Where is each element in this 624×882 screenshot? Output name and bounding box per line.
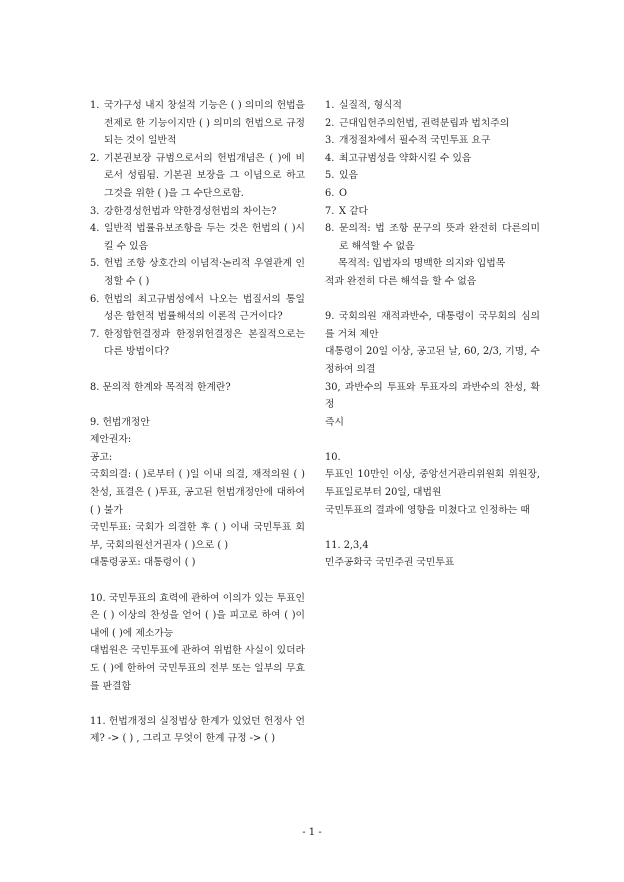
- answer-10: 10.: [325, 451, 341, 463]
- spacer: [325, 519, 540, 537]
- page-number: - 1 -: [302, 827, 322, 838]
- question-text: 헌법 조항 상호간의 이념적·논리적 우열관계 인정할 수 ( ): [104, 258, 305, 287]
- question-number: 6.: [90, 293, 100, 305]
- question-9-line: 대통령공포: 대통령이 ( ): [90, 557, 196, 569]
- question-10-line: 대법원은 국민투표에 관하여 위법한 사실이 있더라도 ( )에 한하여 국민투표의 전부 또는 일부의 무효를 판결함: [90, 645, 305, 692]
- question-1: [90, 97, 305, 150]
- question-2: [90, 150, 305, 203]
- spacer: [90, 572, 305, 590]
- answer-text: X 같다: [339, 205, 369, 217]
- answer-11: 11. 2,3,4: [325, 539, 369, 551]
- question-number: 3.: [90, 205, 100, 217]
- spacer: [90, 361, 305, 379]
- question-11: 11. 헌법개정의 실정법상 한계가 있었던 헌정사 언제? -> ( ) , 그리고 무엇이 한계 규정 -> ( ): [90, 715, 305, 745]
- question-5: [90, 255, 305, 290]
- answer-9: 9. 국회의원 재적과반수, 대통령이 국무회의 심의를 거쳐 제안: [325, 311, 540, 340]
- answer-text: O: [339, 187, 348, 199]
- question-text: 헌법의 최고규범성에서 나오는 법질서의 통일성은 합헌적 법률해석의 이론적 근거이다?: [104, 293, 305, 323]
- question-text: 일반적 법률유보조항을 두는 것은 헌법의 ( )시킬 수 있음: [104, 223, 305, 252]
- spacer: [325, 431, 540, 449]
- answer-11-line: 민주공화국 국민주권 국민투표: [325, 557, 455, 569]
- spacer: [90, 396, 305, 414]
- question-text: 한정합헌결정과 한정위헌결정은 본질적으로는 다른 방법이다?: [104, 328, 305, 358]
- answer-2: [325, 115, 540, 133]
- answer-text: 문의적: 법 조항 문구의 뜻과 완전히 다른의미로 해석할 수 없음: [339, 223, 540, 252]
- question-10: 10. 국민투표의 효력에 관하여 이의가 있는 투표인은 ( ) 이상의 찬성을 얻어 ( )을 피고로 하여 ( )이내에 ( )에 제소가능: [90, 592, 305, 639]
- answer-text: 실질적, 형식적: [339, 100, 403, 111]
- answer-number: 4.: [325, 152, 335, 164]
- spacer: [90, 695, 305, 713]
- answer-number: 8.: [325, 223, 335, 235]
- question-number: 5.: [90, 258, 100, 270]
- answer-3: [325, 132, 540, 150]
- question-3: [90, 203, 305, 221]
- answer-9-line: 대통령이 20일 이상, 공고된 날, 60, 2/3, 기명, 수정하여 의결: [325, 346, 540, 375]
- question-number: 2.: [90, 152, 100, 164]
- question-number: 4.: [90, 223, 100, 235]
- answer-1: [325, 97, 540, 115]
- question-text: 강한경성헌법과 약한경성헌법의 차이는?: [104, 205, 277, 217]
- question-9-title: 9. 헌법개정안: [90, 416, 150, 428]
- question-number: 1.: [90, 100, 100, 111]
- spacer: [325, 291, 540, 309]
- answer-text: 근대입헌주의헌법, 권력분립과 법치주의: [339, 117, 510, 129]
- answer-4: [325, 150, 540, 168]
- answer-number: 3.: [325, 135, 335, 147]
- answer-number: 6.: [325, 187, 335, 199]
- question-6: [90, 291, 305, 326]
- question-4: [90, 220, 305, 255]
- answer-text: 있음: [339, 170, 358, 182]
- question-9-line: 공고:: [90, 451, 113, 463]
- question-text: 기본권보장 규범으로서의 헌법개념은 ( )에 비로서 성립됨. 기본권 보장을 그 이념으로 하고 그것을 위한 ( )을 그 수단으로함.: [104, 152, 305, 199]
- answers-column: [325, 97, 540, 572]
- answer-9-line: 즉시: [325, 416, 344, 428]
- answer-number: 2.: [325, 117, 335, 129]
- question-9-line: 제안권자:: [90, 434, 132, 446]
- answer-number: 7.: [325, 205, 335, 217]
- answer-number: 1.: [325, 100, 335, 111]
- question-9-line: 국민투표: 국회가 의결한 후 ( ) 이내 국민투표 회부, 국회의원선거권자 ( )으로 ( ): [90, 522, 305, 551]
- answer-10-line: 투표인 10만인 이상, 중앙선거관리위원회 위원장, 투표일로부터 20일, 대법원: [325, 469, 540, 499]
- answer-text: 개정절차에서 필수적 국민투표 요구: [339, 135, 491, 147]
- question-text: 국가구성 내지 창설적 기능은 ( ) 의미의 헌법을 전제로 한 기능이지만 ( ) 의미의 헌법으로 규정되는 것이 일반적: [104, 100, 305, 147]
- answer-6: [325, 185, 540, 203]
- answer-7: [325, 203, 540, 221]
- question-8: 8. 문의적 한계와 목적적 한계란?: [90, 381, 231, 393]
- answer-number: 5.: [325, 170, 335, 182]
- answer-text: 최고규범성을 약화시킬 수 있음: [339, 152, 472, 164]
- answer-10-line: 국민투표의 결과에 영향을 미쳤다고 인정하는 때: [325, 504, 530, 516]
- question-7: [90, 326, 305, 361]
- question-number: 7.: [90, 328, 100, 340]
- questions-column: [90, 97, 305, 748]
- answer-8: [325, 220, 540, 255]
- answer-5: [325, 167, 540, 185]
- answer-8-purposive-cont: 적과 완전히 다른 해석을 할 수 없음: [325, 275, 477, 287]
- answer-9-line: 30, 과반수의 투표와 투표자의 과반수의 찬성, 확정: [325, 381, 540, 411]
- answer-8-purposive: 목적적: 입법자의 명백한 의지와 입법목: [338, 258, 506, 270]
- question-9-line: 국회의결: ( )로부터 ( )일 이내 의결, 재적의원 ( ) 찬성, 표결은 ( )투표, 공고된 헌법개정안에 대하여 ( ) 불가: [90, 469, 305, 516]
